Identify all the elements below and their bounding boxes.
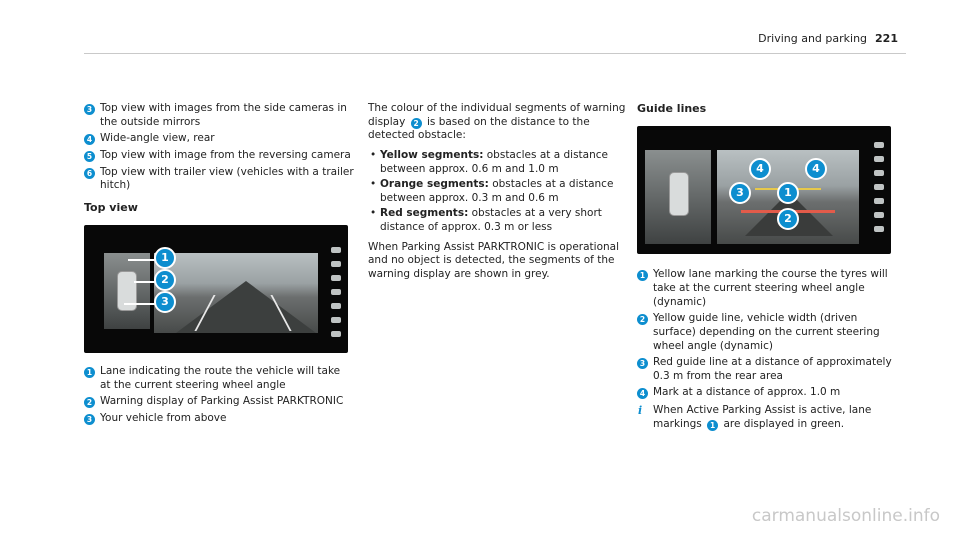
list-item bbox=[84, 132, 354, 146]
item-text: Top view with image from the reversing camera bbox=[100, 148, 351, 161]
bullet-item bbox=[368, 207, 630, 234]
bullet-label: Yellow segments: bbox=[380, 148, 484, 161]
page-header bbox=[0, 0, 960, 90]
menu-icon bbox=[874, 226, 884, 232]
item-text: Red guide line at a distance of approximately 0.3 m from the rear area bbox=[653, 356, 892, 382]
item-text: Mark at a distance of approx. 1.0 m bbox=[653, 386, 841, 399]
info-note bbox=[637, 404, 899, 431]
number-badge: 1 bbox=[637, 270, 648, 281]
item-text: Your vehicle from above bbox=[100, 412, 227, 425]
callout-3: 3 bbox=[154, 291, 176, 313]
list-item bbox=[637, 386, 899, 400]
watermark: carmanualsonline.info bbox=[751, 505, 940, 526]
text: is based on the distance to the detected obstacle: bbox=[368, 115, 590, 142]
callout-2: 2 bbox=[154, 269, 176, 291]
item-text: Yellow guide line, vehicle width (driven surface) depending on the current steering wheel angle (dynamic) bbox=[653, 312, 880, 352]
callout-3: 3 bbox=[729, 182, 751, 204]
number-badge: 3 bbox=[637, 358, 648, 369]
list-item bbox=[84, 102, 354, 129]
top-view-screen bbox=[84, 225, 348, 353]
number-badge: 1 bbox=[707, 420, 718, 431]
bullet-text: obstacles at a distance between approx. 0.6 m and 1.0 m bbox=[380, 148, 608, 175]
callout-1: 1 bbox=[154, 247, 176, 269]
item-text: Lane indicating the route the vehicle will take at the current steering wheel angle bbox=[100, 365, 341, 391]
number-badge: 3 bbox=[84, 414, 95, 425]
list-item bbox=[84, 395, 354, 409]
text: The colour of the individual segments of warning display bbox=[368, 102, 626, 128]
number-badge: 4 bbox=[84, 134, 95, 145]
menu-icon bbox=[331, 247, 341, 253]
number-badge: 6 bbox=[84, 168, 95, 179]
note-text: When Active Parking Assist is active, lane markings bbox=[653, 404, 872, 430]
column-left bbox=[84, 102, 354, 429]
menu-icon bbox=[874, 170, 884, 176]
menu-icon bbox=[331, 317, 341, 323]
paragraph-grey-segments: When Parking Assist PARKTRONIC is operational and no object is detected, the segments of the warning display are shown in grey. bbox=[368, 240, 620, 281]
menu-icon bbox=[331, 331, 341, 337]
number-badge: 5 bbox=[84, 151, 95, 162]
bullet-label: Red segments: bbox=[380, 207, 469, 220]
bullet-text: obstacles at a distance between approx. 0.3 m and 0.6 m bbox=[380, 178, 614, 204]
menu-icon bbox=[331, 289, 341, 295]
menu-icon bbox=[874, 184, 884, 190]
header-rule bbox=[84, 53, 906, 54]
menu-icon bbox=[331, 303, 341, 309]
item-text: Warning display of Parking Assist PARKTRONIC bbox=[100, 395, 344, 408]
menu-icon bbox=[874, 212, 884, 218]
page-number: 221 bbox=[875, 32, 898, 45]
bullet-item bbox=[368, 178, 630, 205]
menu-icon-bar bbox=[867, 126, 891, 254]
paragraph-warning-colours bbox=[368, 102, 630, 143]
number-badge: 2 bbox=[637, 314, 648, 325]
bullet-item bbox=[368, 149, 630, 176]
info-icon: i bbox=[638, 404, 643, 418]
menu-icon bbox=[331, 261, 341, 267]
section-heading-top-view: Top view bbox=[84, 200, 138, 214]
number-badge: 2 bbox=[411, 118, 422, 129]
section-title: Driving and parking bbox=[758, 32, 868, 45]
menu-icon-bar bbox=[324, 225, 348, 353]
vehicle-top-view bbox=[117, 271, 137, 311]
column-right bbox=[637, 102, 899, 431]
column-middle bbox=[368, 102, 630, 288]
list-item bbox=[637, 356, 899, 383]
menu-icon bbox=[874, 156, 884, 162]
list-item bbox=[84, 365, 354, 392]
note-text: are displayed in green. bbox=[723, 417, 845, 430]
callout-1: 1 bbox=[777, 182, 799, 204]
list-item bbox=[84, 166, 354, 193]
list-item bbox=[637, 312, 899, 353]
list-item bbox=[637, 268, 899, 309]
menu-icon bbox=[874, 198, 884, 204]
number-badge: 3 bbox=[84, 104, 95, 115]
number-badge: 4 bbox=[637, 388, 648, 399]
bullet-label: Orange segments: bbox=[380, 178, 489, 191]
bullet-text: obstacles at a very short distance of approx. 0.3 m or less bbox=[380, 207, 602, 234]
callout-2: 2 bbox=[777, 208, 799, 230]
callout-4: 4 bbox=[805, 158, 827, 180]
section-heading-guide-lines: Guide lines bbox=[637, 102, 707, 115]
item-text: Top view with images from the side cameras in the outside mirrors bbox=[100, 102, 347, 128]
guide-lines-screen bbox=[637, 126, 891, 254]
item-text: Wide-angle view, rear bbox=[100, 132, 215, 145]
callout-leader bbox=[124, 303, 158, 305]
running-header bbox=[758, 32, 898, 46]
vehicle-top-view bbox=[669, 172, 689, 216]
list-item bbox=[84, 149, 354, 163]
item-text: Yellow lane marking the course the tyres will take at the current steering wheel angle (dynamic) bbox=[653, 268, 888, 308]
callout-4: 4 bbox=[749, 158, 771, 180]
menu-icon bbox=[874, 142, 884, 148]
menu-icon bbox=[331, 275, 341, 281]
item-text: Top view with trailer view (vehicles with a trailer hitch) bbox=[100, 165, 354, 192]
number-badge: 2 bbox=[84, 397, 95, 408]
list-item bbox=[84, 412, 354, 426]
number-badge: 1 bbox=[84, 367, 95, 378]
